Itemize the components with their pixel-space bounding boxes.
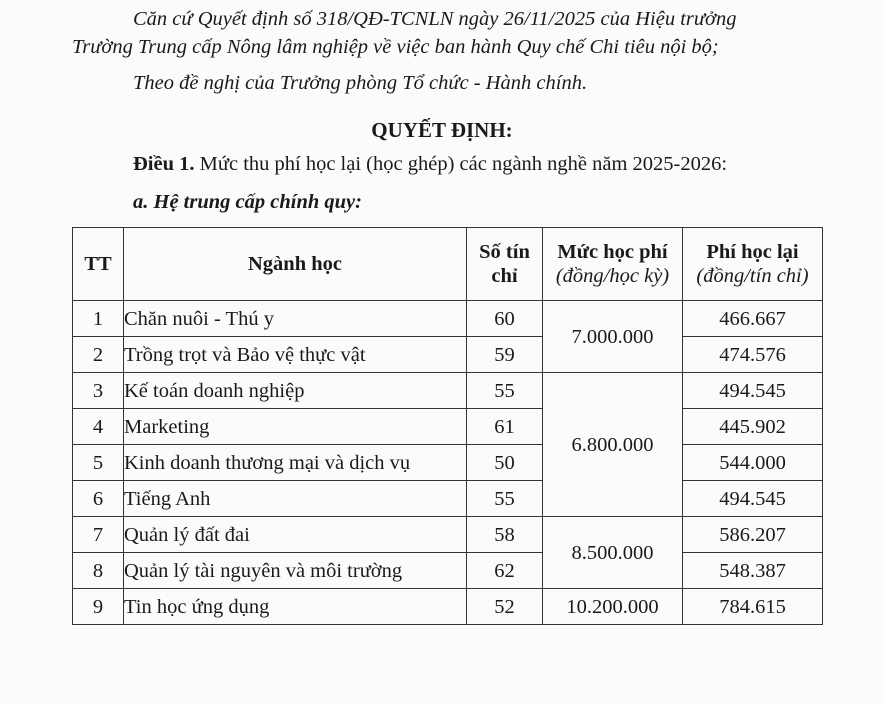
header-fee-unit: (đồng/học kỳ) (555, 265, 670, 287)
row-refee: 544.000 (683, 445, 823, 481)
row-tt: 4 (73, 409, 124, 445)
row-refee: 586.207 (683, 517, 823, 553)
article-text: Mức thu phí học lại (học ghép) các ngành nghề năm 2025-2026: (194, 153, 728, 175)
row-credits: 61 (467, 409, 543, 445)
article-1 (133, 153, 727, 176)
row-credits: 62 (467, 553, 543, 589)
table-row (73, 445, 823, 481)
header-credits-1: Số tín (479, 241, 530, 263)
fee-group-2: 6.800.000 (543, 373, 683, 517)
row-tt: 3 (73, 373, 124, 409)
row-tt: 7 (73, 517, 124, 553)
row-credits: 52 (467, 589, 543, 625)
preamble-line-1: Căn cứ Quyết định số 318/QĐ-TCNLN ngày 26/11/2025 của Hiệu trưởng (133, 8, 737, 30)
table-row (73, 301, 823, 337)
header-refee-unit: (đồng/tín chỉ) (696, 265, 809, 287)
header-fee-label: Mức học phí (557, 241, 668, 263)
row-name: Trồng trọt và Bảo vệ thực vật (124, 337, 467, 373)
decision-title: QUYẾT ĐỊNH: (371, 118, 513, 142)
row-name: Chăn nuôi - Thú y (124, 301, 467, 337)
fee-table (72, 227, 823, 625)
table-row (73, 337, 823, 373)
row-credits: 50 (467, 445, 543, 481)
table-row (73, 409, 823, 445)
table-row (73, 553, 823, 589)
row-credits: 60 (467, 301, 543, 337)
row-name: Kinh doanh thương mại và dịch vụ (124, 445, 467, 481)
row-refee: 548.387 (683, 553, 823, 589)
row-name: Kế toán doanh nghiệp (124, 373, 467, 409)
row-refee: 466.667 (683, 301, 823, 337)
header-refee-label: Phí học lại (706, 241, 799, 263)
header-credits-2: chỉ (491, 265, 518, 287)
preamble-line-2: Trường Trung cấp Nông lâm nghiệp về việc ban hành Quy chế Chi tiêu nội bộ; (72, 36, 719, 58)
header-name: Ngành học (124, 228, 467, 301)
row-name: Tiếng Anh (124, 481, 467, 517)
row-tt: 1 (73, 301, 124, 337)
row-tt: 5 (73, 445, 124, 481)
row-name: Tin học ứng dụng (124, 589, 467, 625)
table-row (73, 589, 823, 625)
row-tt: 6 (73, 481, 124, 517)
fee-group-1: 7.000.000 (543, 301, 683, 373)
header-tt: TT (73, 228, 124, 301)
header-refee (683, 228, 823, 301)
fee-group-3: 8.500.000 (543, 517, 683, 589)
row-credits: 55 (467, 373, 543, 409)
row-tt: 9 (73, 589, 124, 625)
row-tt: 2 (73, 337, 124, 373)
row-tt: 8 (73, 553, 124, 589)
row-name: Marketing (124, 409, 467, 445)
row-credits: 58 (467, 517, 543, 553)
row-refee: 474.576 (683, 337, 823, 373)
table-row (73, 373, 823, 409)
table-row (73, 517, 823, 553)
table-header-row (73, 228, 823, 301)
section-heading: a. Hệ trung cấp chính quy: (133, 191, 362, 213)
row-credits: 55 (467, 481, 543, 517)
row-refee: 445.902 (683, 409, 823, 445)
preamble-line-3: Theo đề nghị của Trưởng phòng Tổ chức - Hành chính. (133, 72, 588, 94)
row-name: Quản lý tài nguyên và môi trường (124, 553, 467, 589)
header-fee (543, 228, 683, 301)
row-refee: 494.545 (683, 373, 823, 409)
row-refee: 784.615 (683, 589, 823, 625)
row-refee: 494.545 (683, 481, 823, 517)
header-credits (467, 228, 543, 301)
table-row (73, 481, 823, 517)
row-name: Quản lý đất đai (124, 517, 467, 553)
article-label: Điều 1. (133, 153, 195, 175)
row-credits: 59 (467, 337, 543, 373)
fee-group-4: 10.200.000 (543, 589, 683, 625)
